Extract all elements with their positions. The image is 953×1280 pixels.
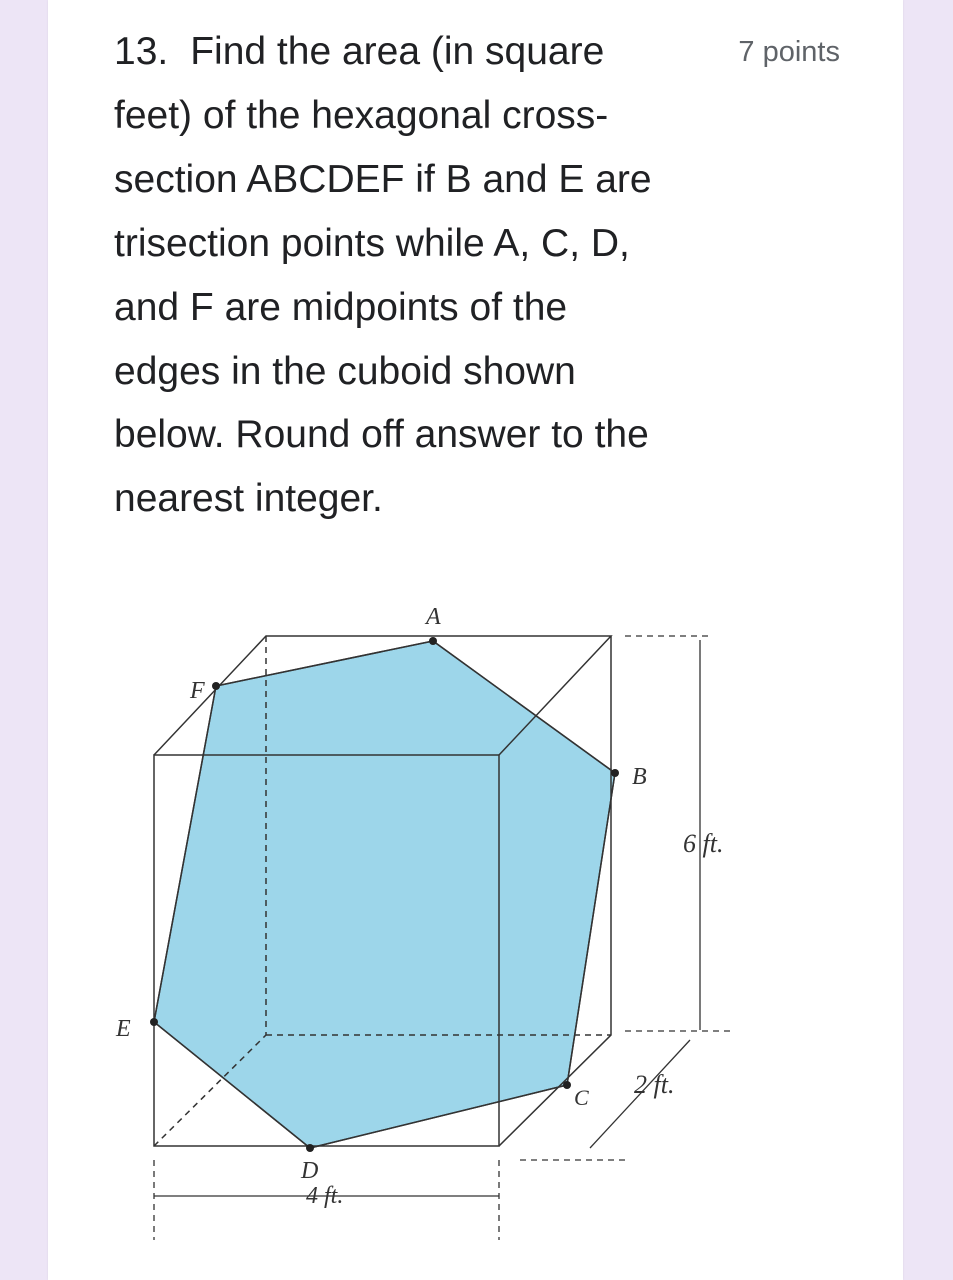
- vertex-label-e: E: [116, 1016, 131, 1042]
- vertex-label-d: D: [301, 1158, 319, 1184]
- depth-dim-label: 2 ft.: [634, 1070, 675, 1099]
- question-line-8: nearest integer.: [114, 477, 383, 521]
- question-line-6: edges in the cuboid shown: [114, 349, 576, 393]
- vertex-point-d: [306, 1144, 314, 1152]
- question-number: 13.: [114, 30, 169, 73]
- question-line-4: trisection points while A, C, D,: [114, 221, 630, 265]
- question-line-2: feet) of the hexagonal cross-: [114, 93, 609, 137]
- vertex-label-a: A: [426, 604, 441, 630]
- height-dim-label: 6 ft.: [683, 829, 724, 858]
- vertex-point-e: [150, 1018, 158, 1026]
- question-line-1: Find the area (in square: [190, 30, 605, 73]
- vertex-label-c: C: [574, 1085, 589, 1110]
- hexagon-cross-section: [154, 641, 615, 1148]
- question-line-3: section ABCDEF if B and E are: [114, 157, 652, 201]
- vertex-point-b: [611, 769, 619, 777]
- points-label: 7 points: [738, 36, 840, 68]
- vertex-label-b: B: [632, 764, 647, 790]
- width-dim-label: 4 ft.: [306, 1183, 344, 1209]
- question-line-5: and F are midpoints of the: [114, 285, 568, 329]
- vertex-label-f: F: [190, 678, 205, 704]
- vertex-point-f: [212, 682, 220, 690]
- question-line-7: below. Round off answer to the: [114, 413, 649, 457]
- vertex-point-a: [429, 637, 437, 645]
- vertex-point-c: [563, 1081, 571, 1089]
